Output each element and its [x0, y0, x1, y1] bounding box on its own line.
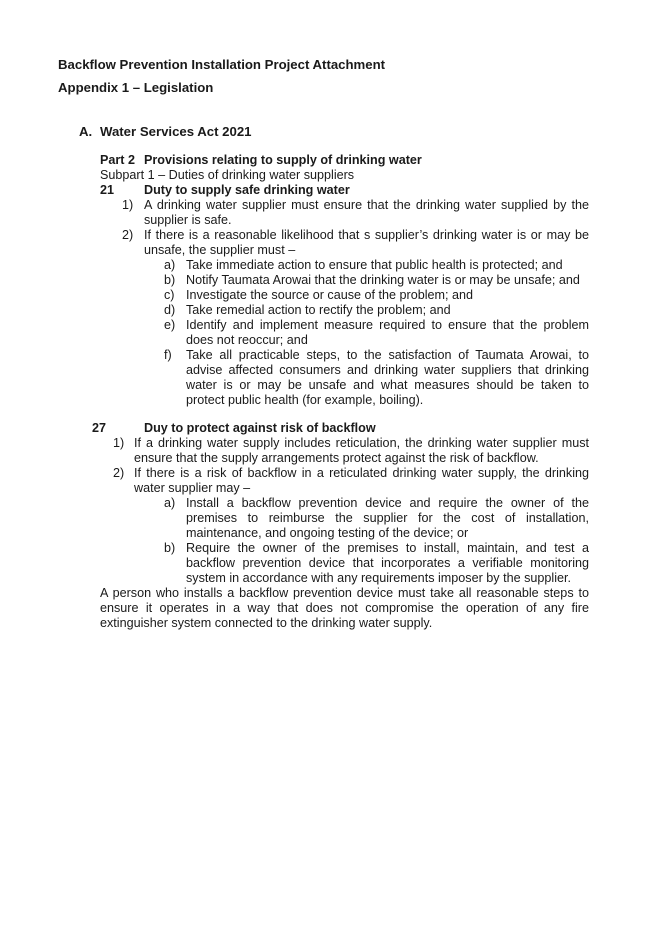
list-item: A drinking water supplier must ensure that the drinking water supplied by the supplier is safe.	[144, 198, 589, 227]
sublist-marker: c)	[164, 288, 175, 302]
sublist-item: Take immediate action to ensure that public health is protected; and	[186, 258, 563, 272]
appendix-title: Appendix 1 – Legislation	[58, 80, 214, 95]
list-marker: 1)	[113, 436, 125, 450]
sublist-item: Install a backflow prevention device and require the owner of the premises to reimburse the supplier for the cost of installation, maintenance, and ongoing testing of the device; or	[186, 496, 589, 540]
section-21-number: 21	[100, 183, 115, 197]
section-27-title: Duy to protect against risk of backflow	[144, 421, 376, 435]
closing-paragraph: A person who installs a backflow prevention device must take all reasonable steps to ensure it operates in a way that does not compromise the operation of any fire extinguisher system connected to the drinking water supply.	[100, 586, 589, 630]
sublist-item: Investigate the source or cause of the problem; and	[186, 288, 474, 302]
section-marker: A.	[79, 124, 93, 139]
list-item: If a drinking water supply includes reticulation, the drinking water supplier must ensure that the supply arrangements protect against the risk of backflow.	[134, 436, 589, 465]
sublist-marker: b)	[164, 273, 176, 287]
document-title: Backflow Prevention Installation Project Attachment	[58, 57, 386, 72]
sublist-item: Require the owner of the premises to install, maintain, and test a backflow prevention device that incorporates a verifiable monitoring system in accordance with any requirements imposer by the supplier.	[186, 541, 589, 585]
sublist-item: Notify Taumata Arowai that the drinking water is or may be unsafe; and	[186, 273, 580, 287]
list-marker: 2)	[122, 228, 134, 242]
sublist-marker: d)	[164, 303, 176, 317]
sublist-marker: b)	[164, 541, 176, 555]
section-27-number: 27	[92, 421, 107, 435]
sublist-marker: a)	[164, 258, 176, 272]
sublist-marker: e)	[164, 318, 176, 332]
list-marker: 1)	[122, 198, 134, 212]
sublist-marker: a)	[164, 496, 176, 510]
sublist-item: Take remedial action to rectify the problem; and	[186, 303, 451, 317]
section-title: Water Services Act 2021	[100, 124, 252, 139]
sublist-marker: f)	[164, 348, 172, 362]
subpart-heading: Subpart 1 – Duties of drinking water suppliers	[100, 168, 355, 182]
list-item: If there is a risk of backflow in a reticulated drinking water supply, the drinking water supplier may –	[134, 466, 589, 495]
list-item: If there is a reasonable likelihood that s supplier’s drinking water is or may be unsafe, the supplier must –	[144, 228, 589, 257]
part-title: Provisions relating to supply of drinking water	[144, 153, 422, 167]
sublist-item: Identify and implement measure required to ensure that the problem does not reoccur; and	[186, 318, 589, 347]
list-marker: 2)	[113, 466, 125, 480]
section-21-title: Duty to supply safe drinking water	[144, 183, 350, 197]
part-label: Part 2	[100, 153, 136, 167]
sublist-item: Take all practicable steps, to the satisfaction of Taumata Arowai, to advise affected consumers and drinking water suppliers that drinking water is or may be unsafe and what measures should be taken to protect public health (for example, boiling).	[186, 348, 589, 407]
